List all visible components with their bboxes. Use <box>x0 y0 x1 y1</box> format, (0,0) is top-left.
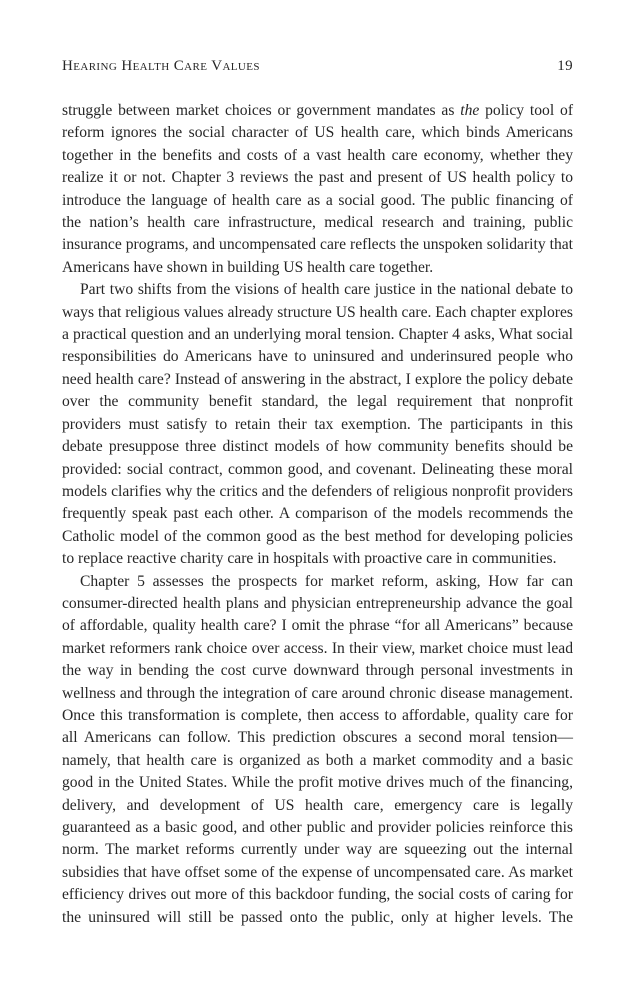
paragraph: Chapter 5 assesses the prospects for market reform, asking, How far can consumer-directed health plans and physician entrepreneurship advance the goal of affordable, quality health care? I omit the phrase “for all Americans” because market reformers rank choice over access. In their view, market choice must lead the way in bending the cost curve downward through personal investments in wellness and through the integration of care around chronic disease management. Once this transformation is complete, then access to affordable, quality care for all Americans can follow. This prediction obscures a second moral tension—namely, that health care is organized as both a market commodity and a basic good in the United States. While the profit motive drives much of the financing, delivery, and development of US health care, emergency care is legally guaranteed as a basic good, and other public and provider policies reinforce this norm. The market reforms currently under way are squeezing out the internal subsidies that have offset some of the expense of uncompensated care. As market efficiency drives out more of this backdoor funding, the social costs of caring for the uninsured will still be passed onto the public, only at higher levels. The <box>62 572 573 926</box>
paragraph <box>62 100 573 279</box>
paragraph: Part two shifts from the visions of health care justice in the national debate to ways that religious values already structure US health care. Each chapter explores a practical question and an underlying moral tension. Chapter 4 asks, What social responsibilities do Americans have to uninsured and underinsured people who need health care? Instead of answering in the abstract, I explore the policy debate over the community benefit standard, the legal requirement that nonprofit providers must satisfy to retain their tax exemption. The participants in this debate presuppose three distinct models of how community benefits should be provided: social contract, common good, and covenant. Delineating these moral models clarifies why the critics and the defenders of religious nonprofit providers frequently speak past each other. A comparison of the models recommends the Catholic model of the common good as the best method for developing policies to replace reactive charity care in hospitals with proactive care in communities. <box>62 281 573 568</box>
paragraph-text: struggle between market choices or government mandates as <box>62 102 461 119</box>
running-head <box>62 58 573 78</box>
emphasized-word: the <box>460 102 480 119</box>
page-number: 19 <box>557 58 573 74</box>
running-head-title: Hearing Health Care Values <box>62 58 260 74</box>
paragraph-text: policy tool of reform ignores the social character of US health care, which binds Americans together in the benefits and costs of a vast health care economy, whether they realize it or not. Chapter 3 reviews the past and present of US health policy to introduce the language of health care as a social good. The public financing of the nation’s health care infrastructure, medical research and training, public insurance programs, and uncompensated care reflects the unspoken solidarity that Americans have shown in building US health care together. <box>62 102 574 276</box>
body-text <box>62 100 573 929</box>
